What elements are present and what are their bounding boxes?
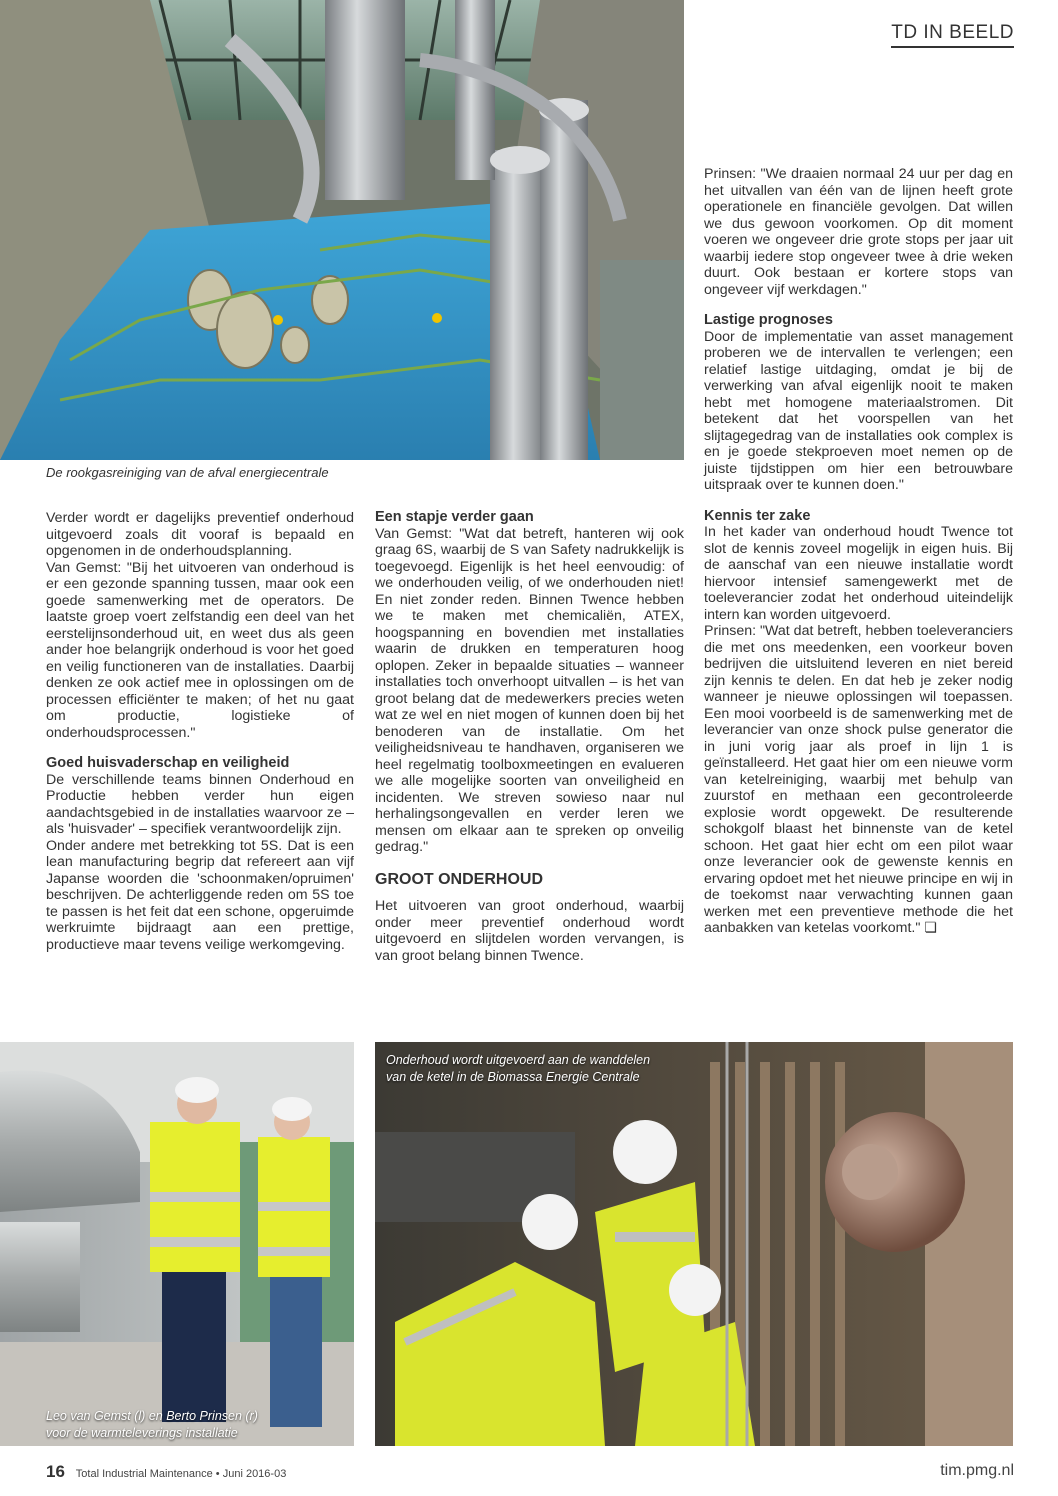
- paragraph: Het uitvoeren van groot onderhoud, waarbij onder meer preventief onderhoud wordt uitgevoerd en slijtdelen worden vervangen, is van groot belang binnen Twence.: [375, 898, 684, 964]
- column-1: [46, 510, 354, 953]
- section-tag: TD IN BEELD: [891, 22, 1014, 48]
- bottom-left-photo: [0, 1042, 354, 1446]
- footer-website: tim.pmg.nl: [940, 1462, 1014, 1479]
- paragraph: Prinsen: "We draaien normaal 24 uur per dag en het uitvallen van één van de lijnen heeft grote operationele en financiële gevolgen. Dat willen we dus gewoon voorkomen. Op dit moment voeren we ongeveer drie grote stops per jaar uit waarbij iedere stop ongeveer twee à drie weken duurt. Ook bestaan er kortere stops van ongeveer vijf werkdagen.": [704, 166, 1013, 298]
- paragraph: De verschillende teams binnen Onderhoud en Productie hebben verder hun eigen aandachtsgebied in de installaties waarvoor ze – als 'huisvader' – specifiek verantwoordelijk zijn.: [46, 771, 354, 837]
- paragraph: Door de implementatie van asset management proberen we de intervallen te verlengen; een relatief lastige uitdaging, omdat je bij de verwerking van afval eigenlijk nooit te maken hebt met homogene materiaalstromen. Dit betekent dat het voorspellen van het slijtagegedrag van de installaties ook complex is en je goede stekproeven moet nemen op de juiste tijdstippen om hier een betrouwbare uitspraak over te kunnen doen.": [704, 328, 1013, 493]
- end-mark: ❏: [924, 920, 938, 936]
- footer-left: [46, 1462, 286, 1482]
- paragraph-text: Prinsen: "Wat dat betreft, hebben toeleveranciers die met ons meedenken, een voorkeur boven bedrijven die uitsluitend leveren en niet bereid zijn kennis te delen. En dat heb je zeker nodig wanneer je nieuwe oplossingen wil toepassen. Een mooi voorbeeld is de samenwerking met de leverancier van onze shock pulse generator die in juni vorig jaar als proef in lijn 1 is geïnstalleerd. Het gaat hier om een nieuwe vorm van ketelreiniging, waarbij met behulp van zuurstof en methaan een gecontroleerde explosie wordt opgewekt. De resulterende schokgolf blaast het binnenste van de ketel schoon. Het gaat hier echt om een pilot waar onze leverancier ook de gewenste kennis en ervaring opdoet met het nieuwe principe en wij in de toekomst naar verwachting kunnen gaan werken met een preventieve methode die het aanbakken van ketelas voorkomt.": [704, 623, 1013, 936]
- paragraph: Van Gemst: "Bij het uitvoeren van onderhoud is er een gezonde spanning tussen, maar ook een goede samenwerking met de operators. De laatste groep voert zelfstandig een deel van het eerstelijnsonderhoud uit, en weet dus als geen ander hoe belangrijk onderhoud is voor het goed en veilig functioneren van de installaties. Daarbij denken ze ook actief mee in oplossingen om de processen efficiënter te maken; of het nu gaat om productie, logistieke of onderhoudsprocessen.": [46, 559, 354, 741]
- subheading: Een stapje verder gaan: [375, 509, 534, 525]
- bottom-left-caption: [46, 1408, 346, 1442]
- subheading: Lastige prognoses: [704, 312, 833, 328]
- page-number: 16: [46, 1462, 65, 1481]
- top-photo-caption: De rookgasreiniging van de afval energiecentrale: [46, 465, 329, 480]
- paragraph: [704, 623, 1013, 937]
- caption-line: voor de warmteleverings installatie: [46, 1426, 238, 1440]
- bottom-right-photo: [375, 1042, 1013, 1446]
- subheading: Kennis ter zake: [704, 507, 811, 524]
- subheading: Goed huisvaderschap en veiligheid: [46, 755, 290, 771]
- publication-name: Total Industrial Maintenance • Juni 2016-03: [75, 1468, 287, 1480]
- top-photo: [0, 0, 684, 460]
- section-heading: GROOT ONDERHOUD: [375, 870, 543, 888]
- paragraph: Verder wordt er dagelijks preventief onderhoud uitgevoerd zoals dit vooraf is bepaald en opgenomen in de onderhoudsplanning.: [46, 510, 354, 559]
- bottom-right-caption: Onderhoud wordt uitgevoerd aan de wanddelen van de ketel in de Biomassa Energie Centrale: [386, 1053, 651, 1084]
- paragraph: Van Gemst: "Wat dat betreft, hanteren wij ook graag 6S, waarbij de S van Safety nadrukkelijk is toegevoegd. Eigenlijk is het heel eenvoudig: of we onderhouden veilig, of we onderhouden niet! En niet zonder reden. Binnen Twence hebben we te maken met chemicaliën, ATEX, hoogspanning en bovendien met installaties waarin de drukken en temperaturen hoog oplopen. Zeker in bepaalde situaties – wanneer installaties toch onverhoopt uitvallen – is het van groot belang dat de medewerkers precies weten wat ze wel en niet mogen of kunnen doen bij het benoderen van de installatie. Om het veiligheidsniveau te handhaven, organiseren we heel regelmatig toolboxmeetingen en evalueren we alle mogelijke soorten van onveiligheid en incidenten. We streven sowieso naar nul herhalingsongevallen en verder leren we mensen om elkaar aan te spreken op onveilig gedrag.": [375, 525, 684, 855]
- caption-line: Leo van Gemst (l) en Berto Prinsen (r): [46, 1409, 258, 1423]
- column-2: [375, 509, 684, 964]
- paragraph: In het kader van onderhoud houdt Twence tot slot de kennis zoveel mogelijk in eigen huis. Bij de aanschaf van een nieuwe installatie wordt hiervoor intensief samengewerkt met de toeleverancier zodat het onderhoud uiteindelijk intern kan worden uitgevoerd.: [704, 524, 1013, 623]
- paragraph: Onder andere met betrekking tot 5S. Dat is een lean manufacturing begrip dat refereert aan vijf Japanse woorden die 'schoonmaken/opruimen' beschrijven. De achterliggende reden om 5S toe te passen is het feit dat een schone, opgeruimde werkruimte bijdraagt aan een prettige, productieve maar tevens veilige werkomgeving.: [46, 837, 354, 953]
- column-3: [704, 166, 1013, 937]
